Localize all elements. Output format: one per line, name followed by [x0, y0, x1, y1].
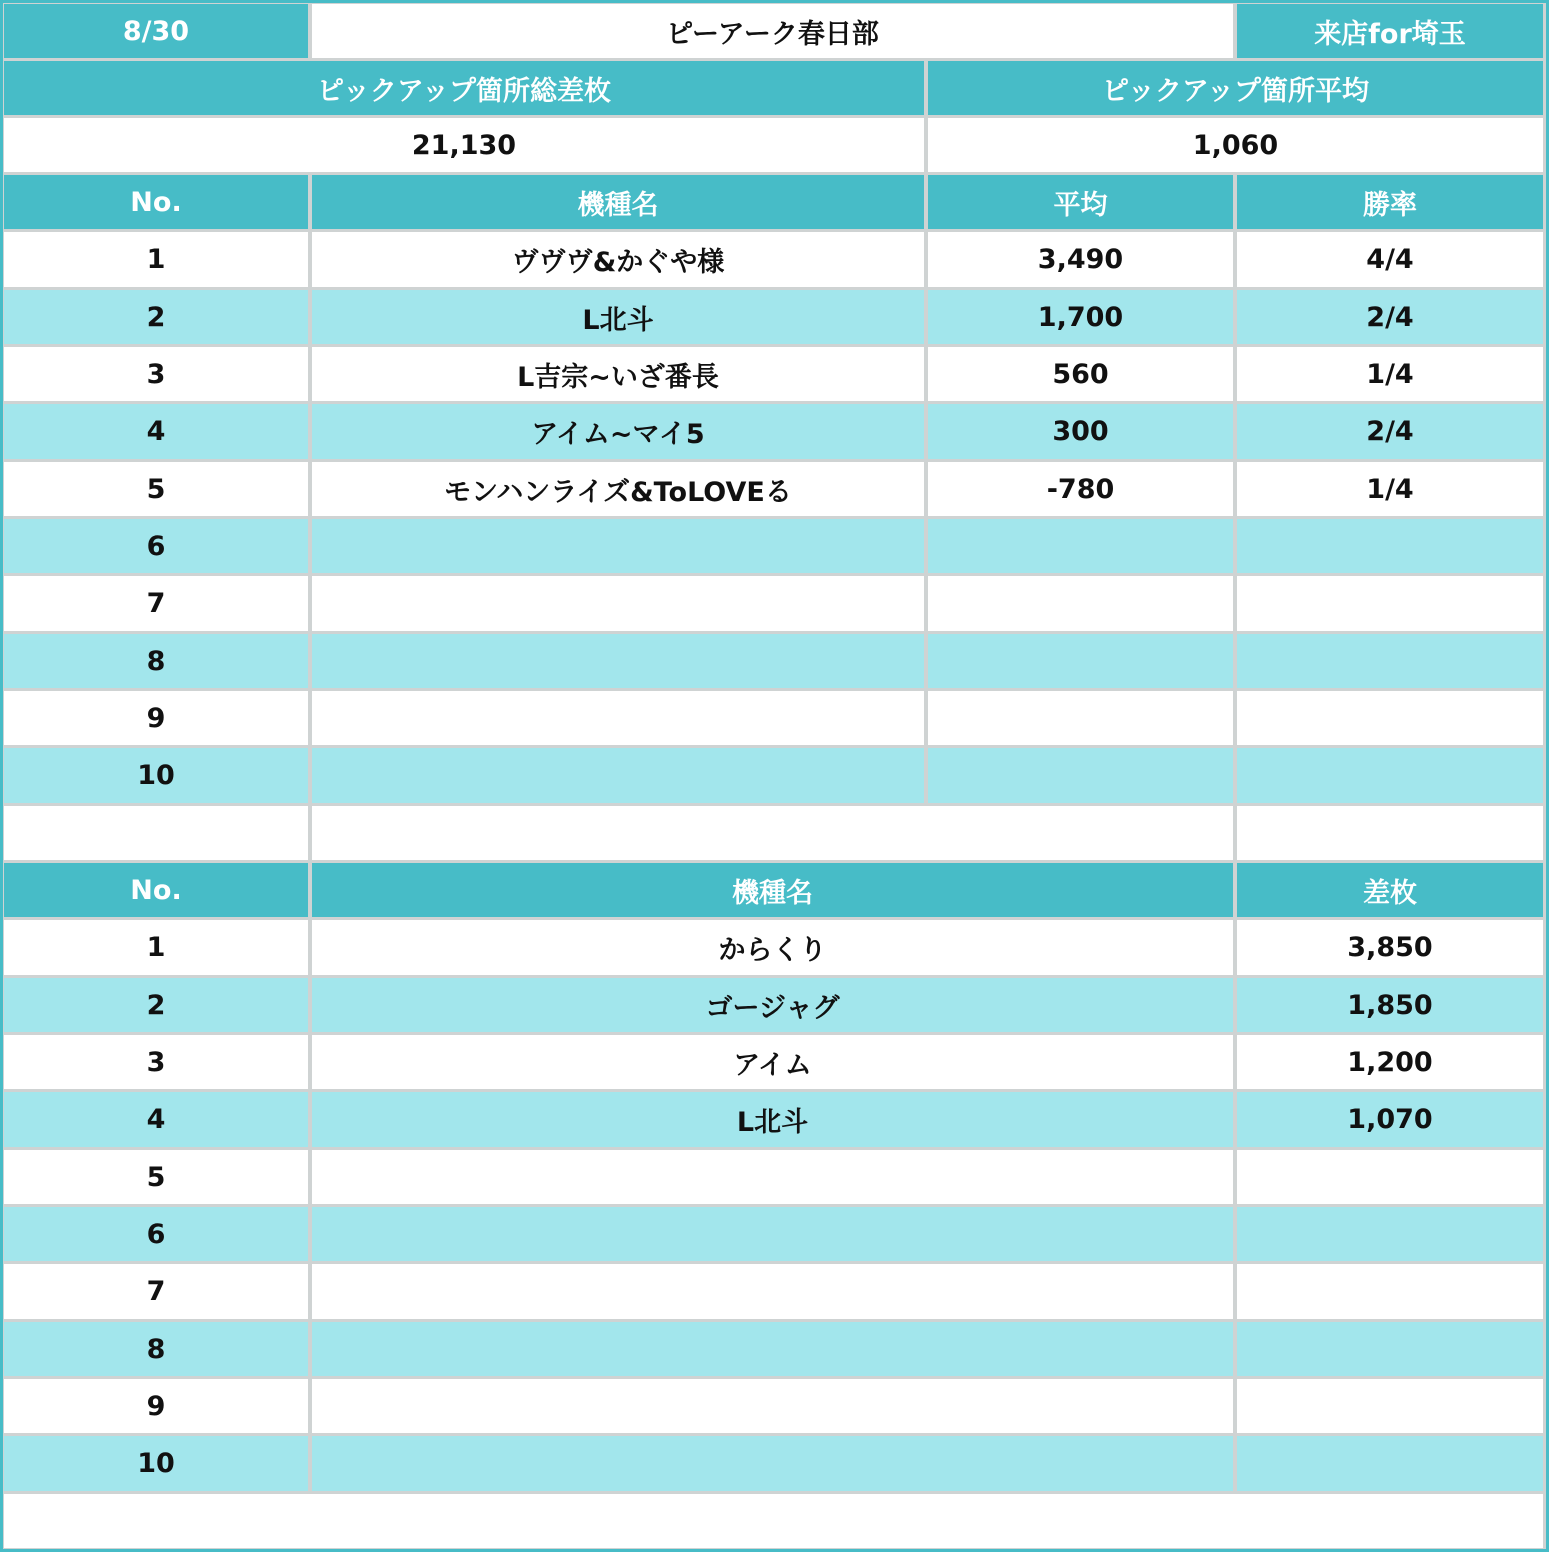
t1-row-2-winrate: 2/4 — [1237, 290, 1543, 344]
t2-row-1-diff: 3,850 — [1237, 920, 1543, 975]
t1-row-10-machine — [312, 748, 924, 803]
t1-header-no: No. — [4, 175, 308, 229]
t2-row-7-diff — [1237, 1264, 1543, 1319]
t1-row-4-machine: アイム~マイ5 — [312, 404, 924, 459]
t1-header-average: 平均 — [928, 175, 1233, 229]
t2-row-6-diff — [1237, 1207, 1543, 1261]
t1-row-4-no: 4 — [4, 404, 308, 459]
t1-row-4-winrate: 2/4 — [1237, 404, 1543, 459]
t2-row-3-machine: アイム — [312, 1035, 1233, 1089]
t2-row-2-machine: ゴージャグ — [312, 978, 1233, 1032]
t2-header-machine: 機種名 — [312, 863, 1233, 917]
t1-header-machine: 機種名 — [312, 175, 924, 229]
t2-row-1-machine: からくり — [312, 920, 1233, 975]
t1-row-8-winrate — [1237, 634, 1543, 688]
t1-row-1-no: 1 — [4, 232, 308, 287]
t1-row-2-no: 2 — [4, 290, 308, 344]
t1-row-7-average — [928, 576, 1233, 631]
t2-row-4-diff: 1,070 — [1237, 1092, 1543, 1147]
t1-row-6-no: 6 — [4, 519, 308, 573]
t2-row-9-diff — [1237, 1379, 1543, 1433]
t2-row-9-no: 9 — [4, 1379, 308, 1433]
t1-row-3-winrate: 1/4 — [1237, 347, 1543, 401]
t1-row-9-no: 9 — [4, 691, 308, 745]
t1-row-10-no: 10 — [4, 748, 308, 803]
t1-row-1-winrate: 4/4 — [1237, 232, 1543, 287]
t1-row-8-no: 8 — [4, 634, 308, 688]
t1-row-3-no: 3 — [4, 347, 308, 401]
t2-row-4-no: 4 — [4, 1092, 308, 1147]
total-diff-label: ピックアップ箇所総差枚 — [4, 61, 924, 115]
bottom-empty-row — [4, 1494, 1543, 1548]
t2-row-7-machine — [312, 1264, 1233, 1319]
t1-row-6-winrate — [1237, 519, 1543, 573]
t1-row-5-average: -780 — [928, 462, 1233, 516]
t2-row-3-no: 3 — [4, 1035, 308, 1089]
t1-row-3-average: 560 — [928, 347, 1233, 401]
total-diff-value: 21,130 — [4, 118, 924, 172]
store-name-cell: ピーアーク春日部 — [312, 4, 1233, 58]
t2-row-2-diff: 1,850 — [1237, 978, 1543, 1032]
t1-row-3-machine: L吉宗~いざ番長 — [312, 347, 924, 401]
t2-row-4-machine: L北斗 — [312, 1092, 1233, 1147]
t1-row-10-winrate — [1237, 748, 1543, 803]
t2-row-5-no: 5 — [4, 1150, 308, 1204]
t1-row-9-machine — [312, 691, 924, 745]
t2-row-2-no: 2 — [4, 978, 308, 1032]
t1-row-2-average: 1,700 — [928, 290, 1233, 344]
t1-row-6-average — [928, 519, 1233, 573]
t2-row-5-diff — [1237, 1150, 1543, 1204]
spacer-cell-left — [4, 806, 308, 860]
t1-row-8-machine — [312, 634, 924, 688]
t2-row-10-diff — [1237, 1436, 1543, 1491]
t1-row-1-machine: ヴヴヴ&かぐや様 — [312, 232, 924, 287]
t2-row-3-diff: 1,200 — [1237, 1035, 1543, 1089]
t1-row-7-machine — [312, 576, 924, 631]
t2-row-6-machine — [312, 1207, 1233, 1261]
t1-row-7-no: 7 — [4, 576, 308, 631]
t2-row-7-no: 7 — [4, 1264, 308, 1319]
date-cell: 8/30 — [4, 4, 308, 58]
t1-row-4-average: 300 — [928, 404, 1233, 459]
t1-row-5-machine: モンハンライズ&ToLOVEる — [312, 462, 924, 516]
t2-row-8-no: 8 — [4, 1322, 308, 1376]
t1-row-8-average — [928, 634, 1233, 688]
t1-row-9-average — [928, 691, 1233, 745]
average-value: 1,060 — [928, 118, 1543, 172]
t2-row-10-machine — [312, 1436, 1233, 1491]
t2-row-5-machine — [312, 1150, 1233, 1204]
t1-row-5-no: 5 — [4, 462, 308, 516]
t2-row-6-no: 6 — [4, 1207, 308, 1261]
t1-row-1-average: 3,490 — [928, 232, 1233, 287]
t2-header-no: No. — [4, 863, 308, 917]
t2-row-9-machine — [312, 1379, 1233, 1433]
t1-row-5-winrate: 1/4 — [1237, 462, 1543, 516]
t1-row-10-average — [928, 748, 1233, 803]
event-cell: 来店for埼玉 — [1237, 4, 1543, 58]
t1-row-2-machine: L北斗 — [312, 290, 924, 344]
t2-row-8-machine — [312, 1322, 1233, 1376]
spacer-cell-middle — [312, 806, 1233, 860]
t2-row-10-no: 10 — [4, 1436, 308, 1491]
t2-header-diff: 差枚 — [1237, 863, 1543, 917]
t1-row-9-winrate — [1237, 691, 1543, 745]
t1-row-7-winrate — [1237, 576, 1543, 631]
average-label: ピックアップ箇所平均 — [928, 61, 1543, 115]
spacer-cell-right — [1237, 806, 1543, 860]
t2-row-1-no: 1 — [4, 920, 308, 975]
t2-row-8-diff — [1237, 1322, 1543, 1376]
t1-row-6-machine — [312, 519, 924, 573]
t1-header-winrate: 勝率 — [1237, 175, 1543, 229]
